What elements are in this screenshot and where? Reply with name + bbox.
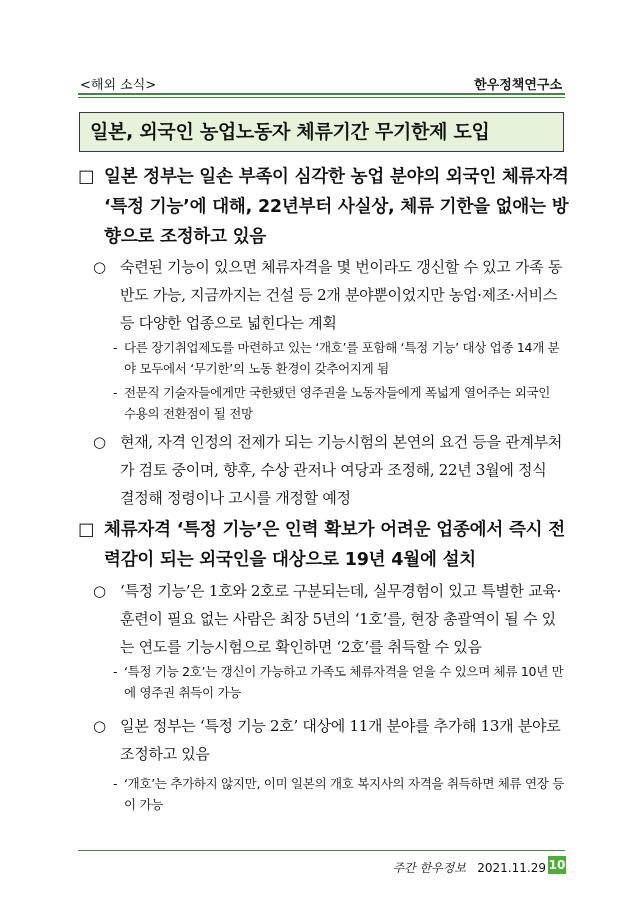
- square-bullet-icon: □: [78, 167, 95, 187]
- footer-info: [392, 859, 546, 876]
- publisher-name: 한우정책연구소: [474, 78, 562, 93]
- circle-bullet-icon: ○: [93, 582, 106, 600]
- section-label: <해외 소식>: [80, 78, 157, 93]
- header-rule-thin: [78, 97, 565, 98]
- dash-bullet-icon: -: [113, 776, 118, 791]
- main-point-text: 체류자격 ‘특정 기능’은 인력 확보가 어려운 업종에서 즉시 전력감이 되는 외국인을 대상으로 19년 4월에 설치: [104, 520, 565, 570]
- detail-point-text: ‘개호’는 추가하지 않지만, 이미 일본의 개호 복지사의 자격을 취득하면 체류 연장 등이 가능: [124, 776, 565, 812]
- dash-bullet-icon: -: [113, 340, 118, 355]
- detail-point-text: ‘특정 기능 2호’는 갱신이 가능하고 가족도 체류자격을 얻을 수 있으며 체류 10년 만에 영주권 취득이 가능: [124, 664, 564, 700]
- main-point: [78, 162, 578, 252]
- header-rule: [78, 93, 565, 95]
- sub-point-text: ‘특정 기능’은 1호와 2호로 구분되는데, 실무경험이 있고 특별한 교육·훈련이 필요 없는 사람은 최장 5년의 ‘1호’를, 현장 총괄역이 될 수 있는 연도를 기능시험으로 확인하면 ‘2호’를 취득할 수 있음: [120, 582, 562, 656]
- publication-name: 주간 한우정보: [392, 861, 466, 875]
- circle-bullet-icon: ○: [93, 433, 106, 451]
- main-point-text: 일본 정부는 일손 부족이 심각한 농업 분야의 외국인 체류자격 ‘특정 기능’에 대해, 22년부터 사실상, 체류 기한을 없애는 방향으로 조정하고 있음: [104, 167, 569, 247]
- footer-rule: [78, 850, 565, 851]
- publication-date: 2021.11.29: [477, 861, 546, 875]
- page-number: 10: [548, 858, 566, 872]
- sub-point: [93, 577, 563, 661]
- dash-bullet-icon: -: [113, 664, 118, 679]
- detail-point-text: 전문직 기술자들에게만 국한됐던 영주권을 노동자들에게 폭넓게 열어주는 외국인 수용의 전환점이 될 전망: [124, 385, 551, 421]
- sub-point: [93, 428, 563, 512]
- sub-point-text: 현재, 자격 인정의 전제가 되는 기능시험의 본연의 요건 등을 관계부처가 검토 중이며, 향후, 수상 관저나 여당과 조정해, 22년 3월에 정식 결정해 정령이나 고시를 개정할 예정: [120, 433, 563, 507]
- main-point: [78, 515, 578, 575]
- detail-point-text: 다른 장기취업제도를 마련하고 있는 ‘개호’를 포함해 ‘특정 기능’ 대상 업종 14개 분야 모두에서 ‘무기한’의 노동 환경이 갖추어지게 됨: [124, 340, 560, 376]
- sub-point: [93, 712, 563, 768]
- circle-bullet-icon: ○: [93, 258, 106, 276]
- detail-point: [113, 382, 565, 424]
- sub-point-text: 숙련된 기능이 있으면 체류자격을 몇 번이라도 갱신할 수 있고 가족 동반도 가능, 지금까지는 건설 등 2개 분야뿐이었지만 농업·제조·서비스 등 다양한 업종으로 넓힌다는 계획: [120, 258, 563, 332]
- detail-point: [113, 661, 565, 703]
- sub-point-text: 일본 정부는 ‘특정 기능 2호’ 대상에 11개 분야를 추가해 13개 분야로 조정하고 있음: [120, 717, 561, 763]
- dash-bullet-icon: -: [113, 385, 118, 400]
- sub-point: [93, 253, 563, 337]
- article-title: 일본, 외국인 농업노동자 체류기간 무기한제 도입: [79, 112, 564, 152]
- circle-bullet-icon: ○: [93, 717, 106, 735]
- detail-point: [113, 337, 565, 379]
- square-bullet-icon: □: [78, 520, 95, 540]
- detail-point: [113, 773, 565, 815]
